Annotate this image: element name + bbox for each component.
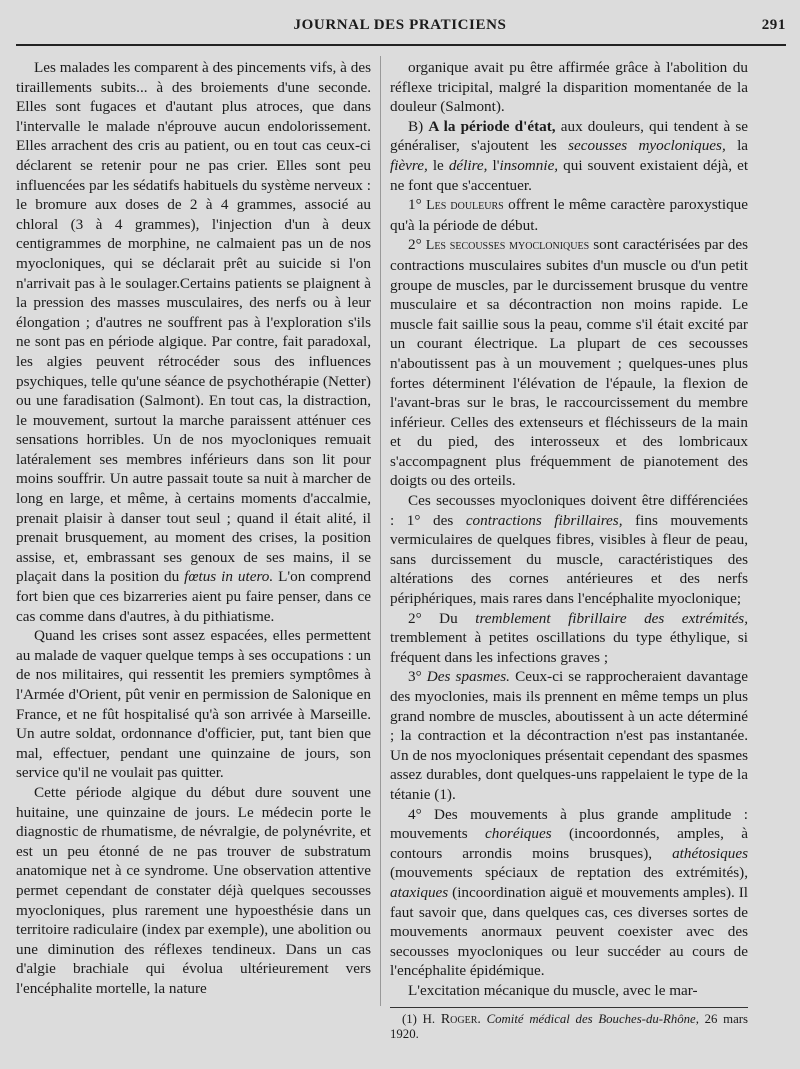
header-rule xyxy=(16,44,786,46)
paragraph: 2° Du tremblement fibrillaire des extrémités, tremblement à petites oscillations du type éthylique, si fréquent dans les infections graves ; xyxy=(390,609,749,666)
paragraph: 2° Les secousses myocloniques sont caractérisées par des contractions musculaires subites d'un muscle ou d'un petit groupe de muscles, par le durcissement brusque du ventre musculaire et sa décontraction non moins rapide. Le muscle fait saillie sous la peau, comme s'il était excité par un courant électrique. La plupart de ces secousses n'aboutissent pas à un mouvement ; quelques-unes plus fortes déterminent l'élévation de l'épaule, la flexion de l'avant-bras sur le bras, le raccourcissement du membre inférieur. Celles des extenseurs et fléchisseurs de la main et du pied, des interosseux et des lombricaux s'accompagnent plus fréquemment de pianotement des doigts ou des orteils. xyxy=(390,236,748,490)
column-divider xyxy=(380,56,381,1006)
running-title: JOURNAL DES PRATICIENS xyxy=(293,17,507,33)
paragraph: organique avait pu être affirmée grâce à l'abolition du réflexe tricipital, malgré la disparition momentanée de la douleur (Salmont). xyxy=(390,59,748,116)
footnote: (1) H. Roger. Comité médical des Bouches-du-Rhône, 26 mars 1920. xyxy=(390,1011,749,1041)
paragraph: B) A la période d'état, aux douleurs, qui tendent à se généraliser, s'ajoutent les secousses myocloniques, la fièvre, le délire, l'insomnie, qui souvent existaient déjà, et ne font que s'accentuer. xyxy=(390,117,749,194)
left-column xyxy=(16,58,371,999)
page-header xyxy=(0,17,800,43)
paragraph: Quand les crises sont assez espacées, elles permettent au malade de vaquer quelque temps à ses occupations : un de nos militaires, qui ressentit les premiers symptômes à l'Armée d'Orient, pût venir en permission de Salonique en France, et ne fût hospitalisé qu'à son arrivée à Marseille. Un autre soldat, ordonnance d'officier, put, tant bien que mal, effectuer, pendant une quinzaine de jours, son service qu'il ne voulait pas quitter. xyxy=(16,627,371,782)
paragraph: Les malades les comparent à des pincements vifs, à des tiraillements subits... à des broiements d'une seconde. Elles sont fugaces et d'autant plus atroces, que dans l'intervalle le malade n'éprouve aucun endolorissement. Elles arrachent des cris au patient, ou en tout cas ceux-ci déclarent se retenir pour ne pas crier. Elles sont peu influencées par les sédatifs habituels du système nerveux : le bromure aux doses de 2 à 4 grammes, associé au chloral (3 à 4 grammes), l'injection d'un à deux centigrammes de morphine, ne calmaient pas un de nos myocloniques, qui se déclarait prêt au suicide si l'on n'arrivait pas à le soulager.Certains patients se plaignent à la pression des masses musculaires, des nerfs ou à leur élongation ; d'autres ne souffrent pas à l'exploration s'ils ne sont pas en période algique. Par contre, fait paradoxal, les algies peuvent rétrocéder sous des influences psychiques, telle qu'une séance de psychothérapie (Netter) ou une faradisation (Salmont). En tout cas, la distraction, le mouvement, surtout la marche paraissent atténuer ces sensations horribles. Un de nos myocloniques remuait latéralement ses membres inférieurs dans son lit pour moins souffrir. Un autre passait toute sa nuit à marcher de long en large, et même, à certains moments d'accalmie, prenait plaisir à danser tout seul ; quand il était alité, il prenait brusquement, au moment des crises, la position assise, et, embrassant ses genoux de ses mains, il se plaçait dans la position du fœtus in utero. L'on comprend fort bien que ces bizarreries aient pu faire penser, dans ce cas comme dans d'autres, à du pithiatisme. xyxy=(16,59,372,625)
paragraph: 3° Des spasmes. Ceux-ci se rapprocheraient davantage des myoclonies, mais ils prennent en même temps un plus grand nombre de muscles, aboutissent à un acte déterminé ; la contraction et la décontraction n'est pas instantanée. Un de nos myocloniques présentait cependant des spasmes assez durables, dont quelques-uns rappelaient le type de la tétanie (1). xyxy=(390,668,749,803)
right-column xyxy=(390,58,748,1043)
page-number: 291 xyxy=(761,17,786,33)
paragraph: L'excitation mécanique du muscle, avec le mar- xyxy=(408,981,698,999)
footnote-rule xyxy=(390,1007,748,1008)
paragraph: 1° Les douleurs offrent le même caractère paroxystique qu'à la période de début. xyxy=(390,196,749,234)
paragraph: Ces secousses myocloniques doivent être différenciées : 1° des contractions fibrillaires, fins mouvements vermiculaires de quelques fibres, visibles à fleur de peau, sans durcissement du muscle, caractéristiques des altérations des cornes antérieures et des nerfs périphériques, mais rares dans l'encéphalite myoclonique; xyxy=(390,492,749,608)
paragraph: Cette période algique du début dure souvent une huitaine, une quinzaine de jours. Le médecin porte le diagnostic de rhumatisme, de névralgie, de polynévrite, et est un peu étonné de ne pas trouver de substratum anatomique net à ce syndrome. Une observation attentive permet cependant de constater déjà quelques secousses myocloniques, plus rarement une hypoesthésie dans un territoire radiculaire (index par exemple), une abolition ou une diminution des réflexes tendineux. Dans un cas d'algie brachiale qui évolua ultérieurement vers l'encéphalite mortelle, la nature xyxy=(16,783,371,997)
paragraph: 4° Des mouvements à plus grande amplitude : mouvements choréiques (incoordonnés, amples, à contours arrondis moins brusques), athétosiques (mouvements spéciaux de reptation des extrémités), ataxiques (incoordination aiguë et mouvements amples). Il faut savoir que, dans quelques cas, ces diverses sortes de mouvements anormaux peuvent coexister avec des secousses myocloniques ou leur succéder au cours de l'encéphalite épidémique. xyxy=(390,805,748,980)
